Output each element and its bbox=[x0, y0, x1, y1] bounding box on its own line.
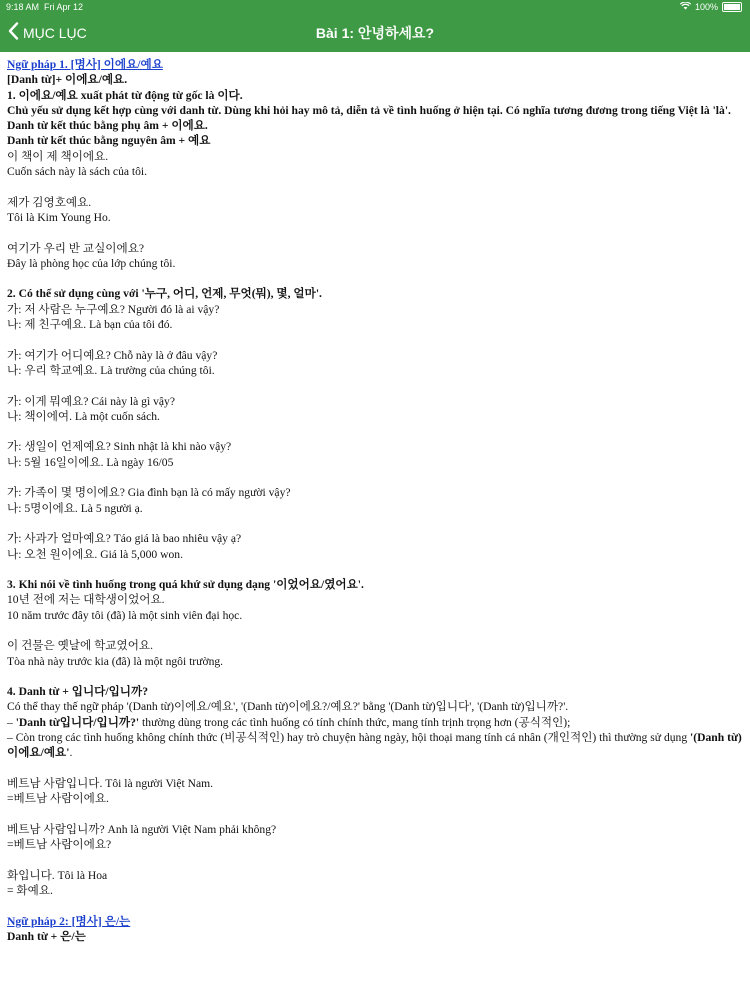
battery-percent: 100% bbox=[694, 2, 718, 12]
status-time: 9:18 AM bbox=[6, 2, 40, 12]
dialogue-line-b: 나: 우리 학교예요. Là trường của chúng tôi. bbox=[7, 363, 215, 377]
example-korean: 10년 전에 저는 대학생이었어요. bbox=[7, 593, 165, 607]
status-time-date bbox=[6, 0, 83, 14]
grammar-2-link[interactable]: Ngữ pháp 2: [명사] 은/는 bbox=[7, 914, 131, 928]
status-date: Fri Apr 12 bbox=[44, 2, 84, 12]
section-1-rule-vowel: Danh từ kết thúc bằng nguyên âm + 예요 bbox=[7, 134, 211, 148]
example-formal: 베트남 사람입니다. Tôi là người Việt Nam. bbox=[7, 776, 214, 790]
example-korean: 제가 김영호예요. bbox=[7, 195, 92, 209]
section-4-informal-desc: – Còn trong các tình huống không chính thức (비공식적인) hay trò chuyện hàng ngày, hội thoại mang tính cá nhân (개인적인) thì thường sử dụng bbox=[7, 731, 691, 745]
status-right bbox=[680, 0, 742, 14]
section-2-heading: 2. Có thể sử dụng cùng với '누구, 어디, 언제, 무엇(뭐), 몇, 얼마'. bbox=[7, 287, 322, 301]
page-title: Bài 1: 안녕하세요? bbox=[315, 25, 435, 41]
grammar-1-form: [Danh từ]+ 이에요/예요. bbox=[7, 73, 128, 87]
dialogue-line-b: 나: 5월 16일이에요. Là ngày 16/05 bbox=[7, 455, 174, 469]
navigation-bar bbox=[0, 14, 750, 52]
lesson-content bbox=[7, 57, 745, 944]
section-4-informal-form: '(Danh từ)이에요/예요' bbox=[7, 731, 742, 760]
grammar-1-link[interactable]: Ngữ pháp 1. [명사] 이에요/예요 bbox=[7, 58, 163, 71]
example-informal: = 화예요. bbox=[7, 884, 53, 898]
section-1-rule-consonant: Danh từ kết thúc bằng phụ âm + 이에요. bbox=[7, 119, 208, 133]
dialogue-line-a: 가: 저 사람은 누구예요? Người đó là ai vậy? bbox=[7, 302, 220, 316]
example-informal: =베트남 사람이에요? bbox=[7, 838, 112, 852]
section-4-heading: 4. Danh từ + 입니다/입니까? bbox=[7, 685, 148, 699]
dialogue-line-a: 가: 이게 뭐예요? Cái này là gì vậy? bbox=[7, 394, 175, 408]
back-button-label: MỤC LỤC bbox=[23, 25, 87, 41]
section-4-line-3: – Còn trong các tình huống không chính thức (비공식적인) hay trò chuyện hàng ngày, hội thoại mang tính cá nhân (개인적인) thì thường sử dụng '(Danh từ)이에요/예요'. bbox=[7, 731, 742, 760]
example-informal: =베트남 사람이에요. bbox=[7, 792, 109, 806]
section-1-description: Chủ yếu sử dụng kết hợp cùng với danh từ. Dùng khi hỏi hay mô tả, diễn tả về tình huống ở hiện tại. Có nghĩa tương đương trong tiếng Việt là 'là'. bbox=[7, 103, 731, 117]
example-vietnamese: 10 năm trước đây tôi (đã) là một sinh viên đại học. bbox=[7, 608, 243, 622]
section-4-formal-desc: thường dùng trong các tình huống có tính chính thức, mang tính trịnh trọng hơn (공식적인); bbox=[139, 715, 571, 729]
section-4-formal-form: 'Danh từ입니다/입니까?' bbox=[15, 715, 140, 729]
grammar-2-form: Danh từ + 은/는 bbox=[7, 929, 86, 943]
back-button[interactable] bbox=[8, 14, 87, 52]
section-4-line-2: – 'Danh từ입니다/입니까?' thường dùng trong các tình huống có tính chính thức, mang tính trịnh trọng hơn (공식적인); bbox=[7, 715, 571, 729]
wifi-icon bbox=[680, 0, 691, 14]
example-formal: 베트남 사람입니까? Anh là người Việt Nam phải không? bbox=[7, 822, 277, 836]
section-4-line-1: Có thể thay thế ngữ pháp '(Danh từ)이에요/예요', '(Danh từ)이에요?/예요?' bằng '(Danh từ)입니다', '(Danh từ)입니까?'. bbox=[7, 700, 569, 714]
example-korean: 이 건물은 옛날에 학교였어요. bbox=[7, 639, 153, 653]
dialogue-line-a: 가: 생일이 언제예요? Sinh nhật là khi nào vậy? bbox=[7, 440, 232, 454]
chevron-left-icon bbox=[8, 14, 19, 52]
dialogue-line-a: 가: 여기가 어디예요? Chỗ này là ở đâu vậy? bbox=[7, 348, 218, 362]
status-bar bbox=[0, 0, 750, 14]
example-vietnamese: Đây là phòng học của lớp chúng tôi. bbox=[7, 256, 176, 270]
section-1-heading: 1. 이에요/예요 xuất phát từ động từ gốc là 이다. bbox=[7, 88, 243, 102]
example-vietnamese: Cuốn sách này là sách của tôi. bbox=[7, 165, 148, 179]
example-korean: 이 책이 제 책이에요. bbox=[7, 149, 109, 163]
dialogue-line-a: 가: 가족이 몇 명이에요? Gia đình bạn là có mấy người vậy? bbox=[7, 486, 291, 500]
battery-icon bbox=[722, 2, 742, 12]
dialogue-line-b: 나: 제 친구예요. Là bạn của tôi đó. bbox=[7, 318, 173, 332]
dialogue-line-b: 나: 책이에여. Là một cuốn sách. bbox=[7, 409, 160, 423]
example-korean: 여기가 우리 반 교실이에요? bbox=[7, 241, 145, 255]
example-vietnamese: Tòa nhà này trước kia (đã) là một ngôi trường. bbox=[7, 654, 224, 668]
example-formal: 화입니다. Tôi là Hoa bbox=[7, 868, 108, 882]
dialogue-line-b: 나: 5명이에요. Là 5 người ạ. bbox=[7, 501, 143, 515]
dialogue-line-b: 나: 오천 원이에요. Giá là 5,000 won. bbox=[7, 547, 183, 561]
dialogue-line-a: 가: 사과가 얼마예요? Táo giá là bao nhiêu vậy ạ? bbox=[7, 532, 242, 546]
example-vietnamese: Tôi là Kim Young Ho. bbox=[7, 210, 111, 224]
section-3-heading: 3. Khi nói về tình huống trong quá khứ sử dụng dạng '이었어요/였어요'. bbox=[7, 578, 364, 592]
